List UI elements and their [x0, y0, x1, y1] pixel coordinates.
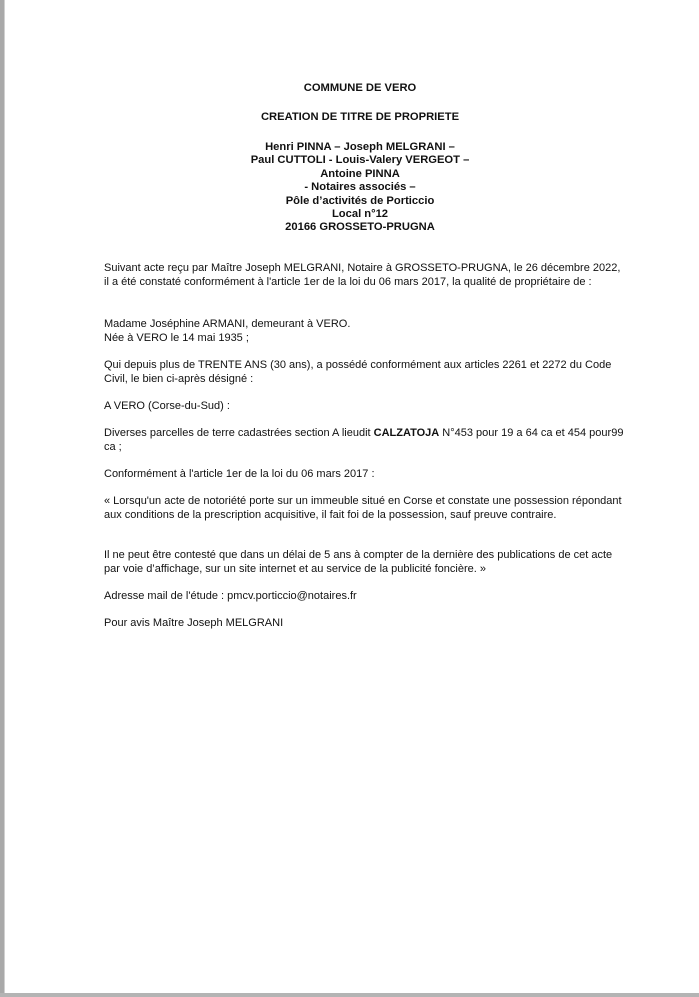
- header-title: CREATION DE TITRE DE PROPRIETE: [260, 111, 460, 123]
- paragraph-parcelles: Diverses parcelles de terre cadastrées section A lieudit CALZATOJA N°453 pour 19 a 64 ca et 454 pour99 ca ;: [104, 427, 624, 453]
- notaires-line: Antoine PINNA: [320, 167, 400, 180]
- header-commune: COMMUNE DE VERO: [303, 82, 417, 94]
- header-notaires: [0, 141, 699, 235]
- paragraph-citation-1: « Lorsqu'un acte de notoriété porte sur un immeuble situé en Corse et constate une possession répondant aux conditions de la prescription acquisitive, il fait foi de la possession, sauf preuve contraire.: [104, 495, 622, 521]
- paragraph-conformement: Conformément à l'article 1er de la loi du 06 mars 2017 :: [104, 468, 375, 480]
- notaires-line: Pôle d’activités de Porticcio: [285, 194, 435, 207]
- paragraph-lieu: A VERO (Corse-du-Sud) :: [104, 400, 230, 412]
- paragraph-possession: Qui depuis plus de TRENTE ANS (30 ans), a possédé conformément aux articles 2261 et 2272 du Code Civil, le bien ci-après désigné :: [104, 359, 612, 385]
- notaires-line: Local n°12: [331, 208, 389, 221]
- notaires-line: 20166 GROSSETO-PRUGNA: [285, 221, 435, 234]
- paragraph-signature: Pour avis Maître Joseph MELGRANI: [104, 617, 284, 629]
- proprietaire-birth: Née à VERO le 14 mai 1935 ;: [104, 331, 249, 344]
- notaires-line: Paul CUTTOLI - Louis-Valery VERGEOT –: [250, 154, 470, 167]
- paragraph-email: Adresse mail de l'étude : pmcv.porticcio@notaires.fr: [104, 590, 357, 602]
- document-page: [5, 0, 699, 993]
- paragraph-acte: Suivant acte reçu par Maître Joseph MELGRANI, Notaire à GROSSETO-PRUGNA, le 26 décembre 2022, il a été constaté conformément à l'article 1er de la loi du 06 mars 2017, la qualité de propriétaire de :: [104, 262, 621, 288]
- lieudit-name: CALZATOJA: [373, 427, 440, 439]
- viewer-bottom-border: [0, 993, 699, 997]
- paragraph-proprietaire: [104, 318, 624, 345]
- notaires-line: Henri PINNA – Joseph MELGRANI –: [265, 141, 455, 153]
- proprietaire-name: Madame Joséphine ARMANI, demeurant à VERO.: [104, 318, 351, 330]
- notaires-line: - Notaires associés –: [304, 181, 416, 194]
- paragraph-citation-2: Il ne peut être contesté que dans un délai de 5 ans à compter de la dernière des publications de cet acte par voie d’affichage, sur un site internet et au service de la publicité foncière. »: [104, 549, 613, 575]
